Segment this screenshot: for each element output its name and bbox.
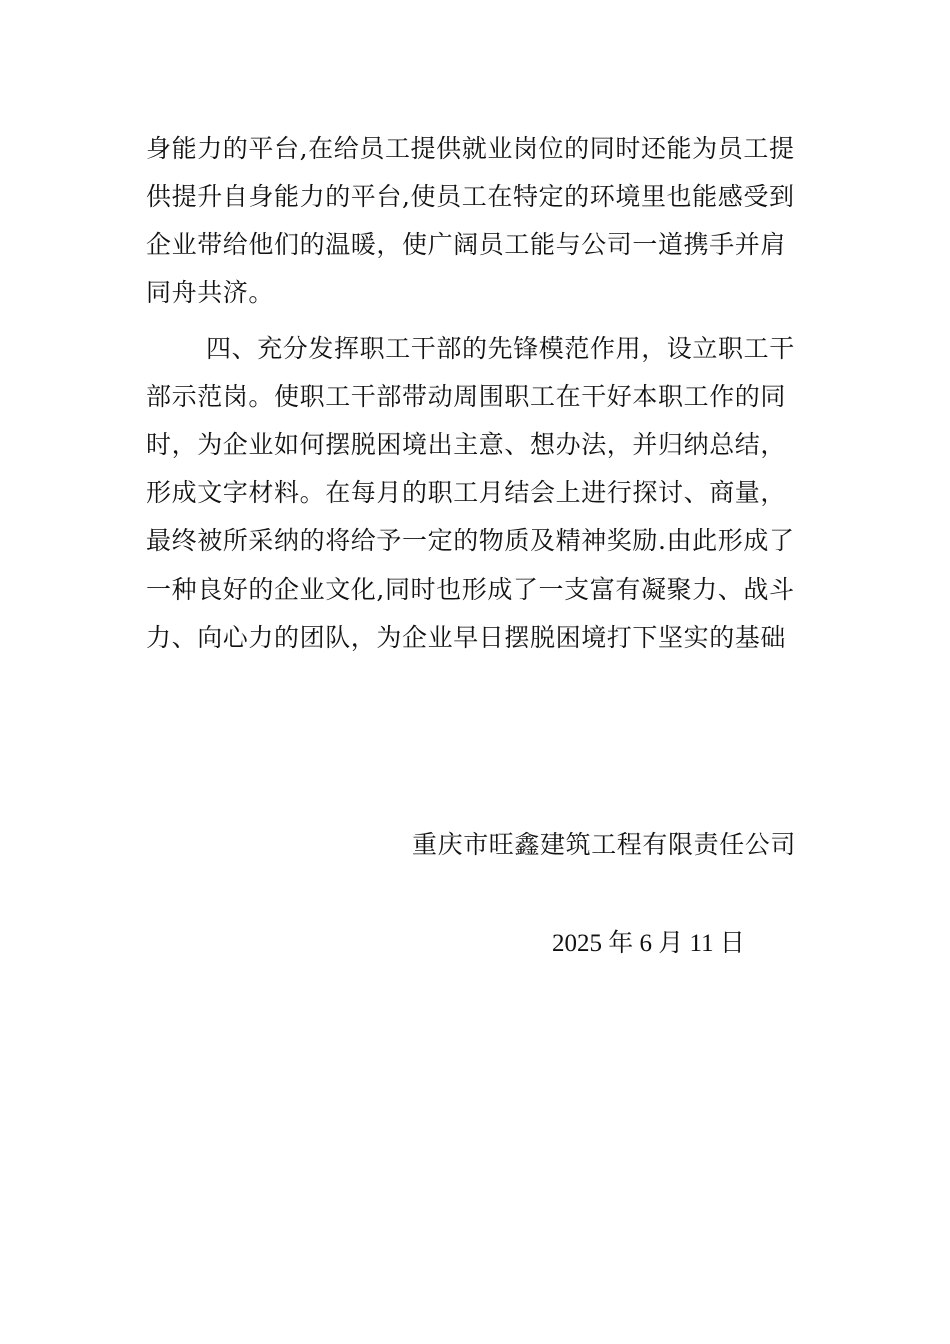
paragraph-2-line-7: 力、向心力的团队，为企业早日摆脱困境打下坚实的基础 <box>146 623 787 652</box>
document-date: 2025 年 6 月 11 日 <box>552 930 745 957</box>
paragraph-2-line-1: 四、充分发挥职工干部的先锋模范作用，设立职工干 <box>206 334 795 363</box>
paragraph-1-line-2: 供提升自身能力的平台,使员工在特定的环境里也能感受到 <box>146 182 795 211</box>
paragraph-2-line-6: 一种良好的企业文化,同时也形成了一支富有凝聚力、战斗 <box>146 575 795 604</box>
paragraph-1-line-4: 同舟共济。 <box>146 278 275 307</box>
paragraph-1-line-1: 身能力的平台,在给员工提供就业岗位的同时还能为员工提 <box>146 134 795 163</box>
paragraph-2-line-4: 形成文字材料。在每月的职工月结会上进行探讨、商量， <box>146 478 787 507</box>
paragraph-2-line-2: 部示范岗。使职工干部带动周围职工在干好本职工作的同 <box>146 382 787 411</box>
company-signature: 重庆市旺鑫建筑工程有限责任公司 <box>412 830 797 859</box>
paragraph-2-line-5: 最终被所采纳的将给予一定的物质及精神奖励.由此形成了 <box>146 526 795 555</box>
paragraph-2-line-3: 时，为企业如何摆脱困境出主意、想办法，并归纳总结， <box>146 430 787 459</box>
paragraph-1-line-3: 企业带给他们的温暖，使广阔员工能与公司一道携手并肩 <box>146 230 787 259</box>
